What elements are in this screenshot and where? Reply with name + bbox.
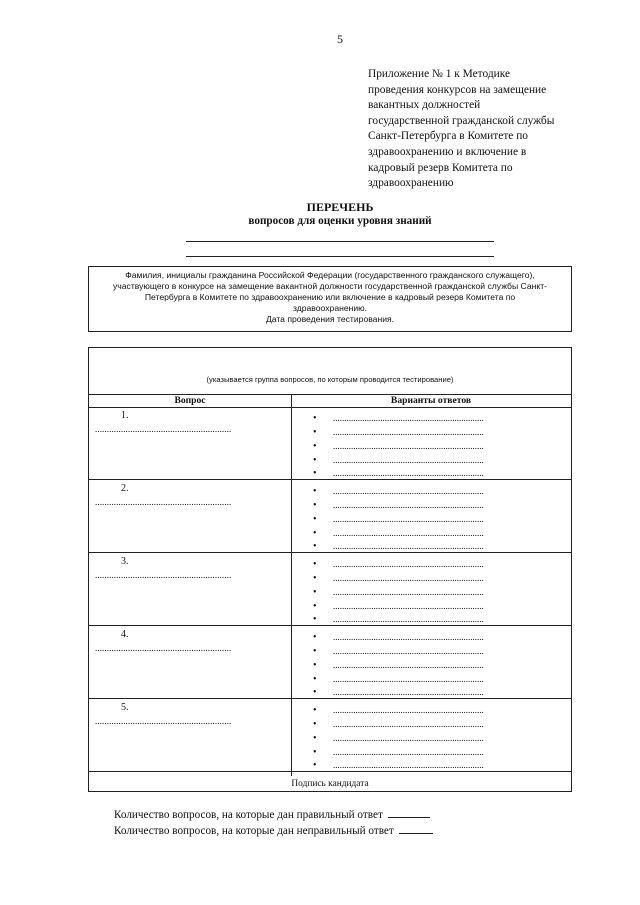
answer-blank: ................................................................... [333, 500, 484, 510]
answer-blank: ................................................................... [333, 441, 484, 451]
answer-option [313, 719, 484, 730]
answer-option [313, 587, 484, 598]
answer-blank: ................................................................... [333, 646, 484, 656]
answer-option [313, 601, 484, 612]
appendix-note [368, 67, 588, 192]
question-blank: .......................................................... [95, 424, 232, 434]
answer-blank: ................................................................... [333, 486, 484, 496]
answer-option [313, 441, 484, 452]
question-number: 1. [121, 410, 129, 421]
bullet-icon: • [313, 528, 317, 539]
incorrect-count-label: Количество вопросов, на которые дан неправильный ответ [114, 825, 394, 837]
answer-blank: ................................................................... [333, 455, 484, 465]
question-row [89, 408, 571, 480]
info-line: Петербурга в Комитете по здравоохранению или включение в кадровый резерв Комитета по [144, 292, 516, 302]
bullet-icon: • [313, 541, 317, 552]
answer-option [313, 455, 484, 466]
answer-blank: ................................................................... [333, 719, 484, 729]
answer-option [313, 413, 484, 424]
appendix-line: кадровый резерв Комитета по [368, 161, 513, 174]
blank-line [186, 256, 494, 257]
answer-option [313, 486, 484, 497]
answer-blank: ................................................................... [333, 687, 484, 697]
answer-blank: ................................................................... [333, 601, 484, 611]
bullet-icon: • [313, 573, 317, 584]
question-number: 2. [121, 483, 129, 494]
bullet-icon: • [313, 760, 317, 771]
bullet-icon: • [313, 468, 317, 479]
question-row [89, 481, 571, 553]
appendix-line: вакантных должностей [368, 99, 481, 112]
info-line: Фамилия, инициалы гражданина Российской Федерации (государственного гражданского служащего), [125, 270, 535, 280]
question-blank: .......................................................... [95, 570, 232, 580]
appendix-line: здравоохранению и включение в [368, 145, 527, 158]
answer-option [313, 705, 484, 716]
bullet-icon: • [313, 719, 317, 730]
bullet-icon: • [313, 747, 317, 758]
correct-count-label: Количество вопросов, на которые дан правильный ответ [114, 809, 383, 821]
answer-blank: ................................................................... [333, 541, 484, 551]
bullet-icon: • [313, 646, 317, 657]
column-header-question: Вопрос [174, 395, 206, 406]
answer-blank: ................................................................... [333, 705, 484, 715]
answer-option [313, 674, 484, 685]
question-blank: .......................................................... [95, 497, 232, 507]
answer-option [313, 687, 484, 698]
incorrect-count-field [399, 822, 433, 834]
incorrect-answers-count [114, 822, 433, 837]
answer-blank: ................................................................... [333, 514, 484, 524]
answer-option [313, 573, 484, 584]
answer-blank: ................................................................... [333, 614, 484, 624]
answer-blank: ................................................................... [333, 427, 484, 437]
answer-option [313, 632, 484, 643]
bullet-icon: • [313, 559, 317, 570]
answer-option [313, 614, 484, 625]
correct-answers-count [114, 806, 430, 821]
appendix-line: Приложение № 1 к Методике [368, 68, 511, 80]
answer-option [313, 427, 484, 438]
answer-option [313, 559, 484, 570]
group-note: (указывается группа вопросов, по которым проводится тестирование) [206, 375, 454, 384]
answer-option [313, 514, 484, 525]
bullet-icon: • [313, 427, 317, 438]
question-number: 4. [121, 629, 129, 640]
bullet-icon: • [313, 486, 317, 497]
answer-blank: ................................................................... [333, 528, 484, 538]
answer-option [313, 541, 484, 552]
answer-blank: ................................................................... [333, 760, 484, 770]
questions-table [88, 347, 572, 792]
answer-blank: ................................................................... [333, 587, 484, 597]
answer-blank: ................................................................... [333, 632, 484, 642]
appendix-line: Санкт-Петербурга в Комитете по [368, 130, 528, 143]
table-header-row [89, 394, 571, 408]
answer-option [313, 528, 484, 539]
question-blank: .......................................................... [95, 716, 232, 726]
bullet-icon: • [313, 705, 317, 716]
answer-blank: ................................................................... [333, 413, 484, 423]
question-row [89, 627, 571, 699]
bullet-icon: • [313, 632, 317, 643]
info-line: Дата проведения тестирования. [265, 314, 395, 324]
candidate-signature-label: Подпись кандидата [291, 779, 369, 789]
bullet-icon: • [313, 733, 317, 744]
bullet-icon: • [313, 413, 317, 424]
candidate-info-box [88, 266, 572, 332]
answer-option [313, 747, 484, 758]
appendix-line: государственной гражданской службы [368, 114, 555, 127]
bullet-icon: • [313, 614, 317, 625]
question-number: 5. [121, 702, 129, 713]
answer-option [313, 760, 484, 771]
answer-blank: ................................................................... [333, 660, 484, 670]
appendix-line: здравоохранению [368, 177, 454, 190]
answer-blank: ................................................................... [333, 733, 484, 743]
question-blank: .......................................................... [95, 643, 232, 653]
answer-option [313, 468, 484, 479]
bullet-icon: • [313, 601, 317, 612]
document-title: ПЕРЕЧЕНЬ [306, 200, 374, 214]
correct-count-field [388, 806, 430, 818]
question-number: 3. [121, 556, 129, 567]
answer-option [313, 660, 484, 671]
answer-option [313, 646, 484, 657]
answer-blank: ................................................................... [333, 573, 484, 583]
info-line: участвующего в конкурсе на замещение вакантной должности государственной гражданской службы Санкт- [112, 281, 548, 291]
document-subtitle: вопросов для оценки уровня знаний [248, 215, 432, 227]
bullet-icon: • [313, 455, 317, 466]
bullet-icon: • [313, 687, 317, 698]
page-number: 5 [337, 32, 343, 46]
bullet-icon: • [313, 500, 317, 511]
answer-blank: ................................................................... [333, 747, 484, 757]
answer-option [313, 733, 484, 744]
question-row [89, 554, 571, 626]
column-header-answers: Варианты ответов [390, 395, 472, 406]
bullet-icon: • [313, 587, 317, 598]
answer-option [313, 500, 484, 511]
blank-line [186, 241, 494, 242]
info-line: здравоохранению. [292, 303, 368, 313]
bullet-icon: • [313, 441, 317, 452]
bullet-icon: • [313, 674, 317, 685]
bullet-icon: • [313, 514, 317, 525]
appendix-line: проведения конкурсов на замещение [368, 83, 547, 96]
answer-blank: ................................................................... [333, 468, 484, 478]
question-row [89, 700, 571, 772]
answer-blank: ................................................................... [333, 674, 484, 684]
answer-blank: ................................................................... [333, 559, 484, 569]
bullet-icon: • [313, 660, 317, 671]
